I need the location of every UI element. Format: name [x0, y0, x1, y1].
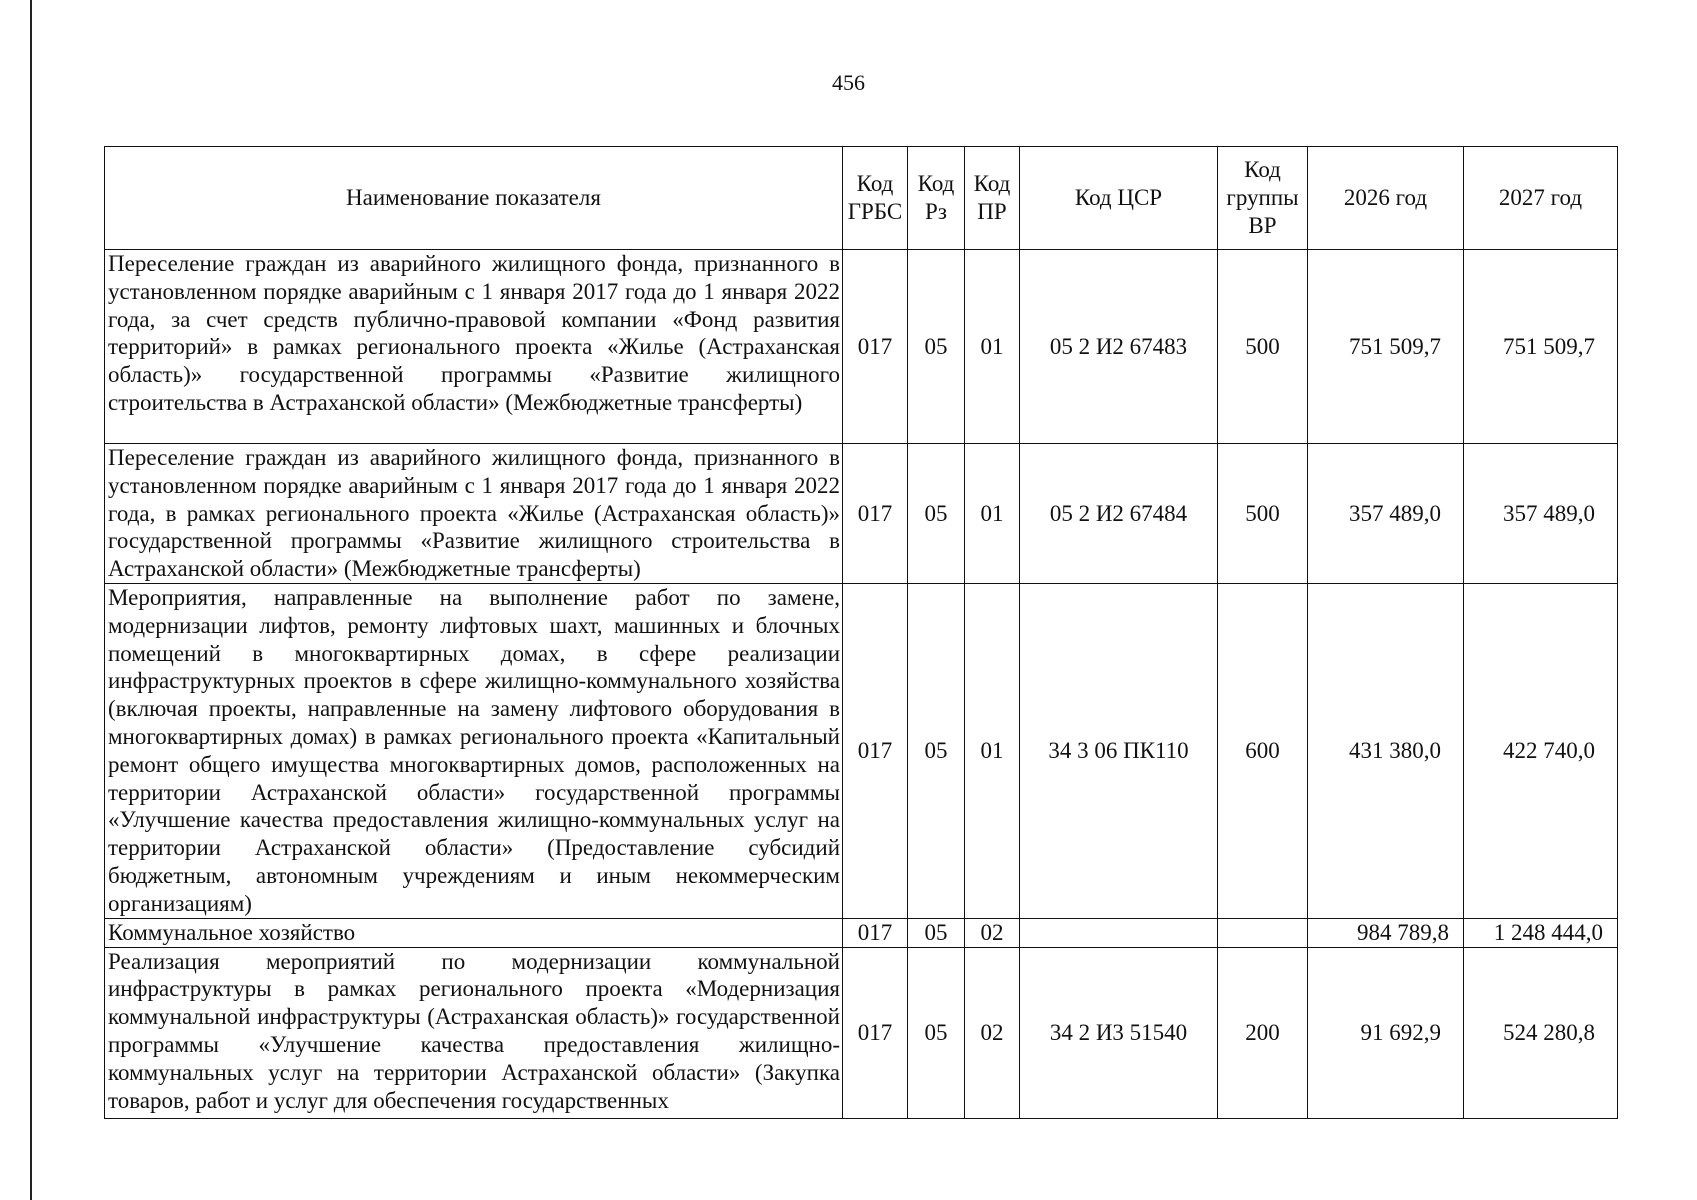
page-binding-line — [30, 0, 32, 1200]
table-row — [105, 444, 1618, 584]
header-2026: 2026 год — [1308, 147, 1464, 250]
cell-rz: 05 — [908, 918, 965, 947]
cell-2027: 524 280,8 — [1464, 947, 1618, 1118]
cell-name: Переселение граждан из аварийного жилищного фонда, признанного в установленном порядке аварийным с 1 января 2017 года до 1 января 2022 года, в рамках регионального проекта «Жилье (Астраханская область)» государственной программы «Развитие жилищного строительства в Астраханской области» (Межбюджетные трансферты) — [105, 444, 843, 584]
cell-name — [105, 947, 843, 1118]
cell-grbs: 017 — [843, 947, 908, 1118]
table-row-section — [105, 918, 1618, 947]
page-number: 456 — [832, 70, 865, 95]
cell-csr — [1020, 918, 1218, 947]
header-grbs: Код ГРБС — [843, 147, 908, 250]
table-row — [105, 947, 1618, 1118]
cell-rz: 05 — [908, 584, 965, 919]
cell-2027: 357 489,0 — [1464, 444, 1618, 584]
cell-vr: 500 — [1218, 444, 1308, 584]
cell-2026: 91 692,9 — [1308, 947, 1464, 1118]
cell-rz: 05 — [908, 250, 965, 444]
header-rz: Код Рз — [908, 147, 965, 250]
cell-rz: 05 — [908, 947, 965, 1118]
table-row — [105, 250, 1618, 444]
cell-2026: 431 380,0 — [1308, 584, 1464, 919]
cell-pr: 01 — [965, 250, 1020, 444]
cell-grbs: 017 — [843, 250, 908, 444]
header-vr: Код группы ВР — [1218, 147, 1308, 250]
cell-2027: 1 248 444,0 — [1464, 918, 1618, 947]
cell-rz: 05 — [908, 444, 965, 584]
cell-name-text: Реализация мероприятий по модернизации коммунальной инфраструктуры в рамках регионального проекта «Модернизация коммунальной инфраструктуры (Астраханская область)» государственной программы «Улучшение качества предоставления жилищно-коммунальных услуг на территории Астраханской области» (Закупка товаров, работ и услуг для обеспечения государственных — [108, 948, 840, 1113]
cell-vr: 500 — [1218, 250, 1308, 444]
table-row — [105, 584, 1618, 919]
cell-csr: 34 2 И3 51540 — [1020, 947, 1218, 1118]
budget-table — [104, 146, 1618, 1119]
cell-2027: 751 509,7 — [1464, 250, 1618, 444]
cell-grbs: 017 — [843, 584, 908, 919]
header-csr: Код ЦСР — [1020, 147, 1218, 250]
cell-pr: 01 — [965, 444, 1020, 584]
cell-name: Коммунальное хозяйство — [105, 918, 843, 947]
cell-2026: 751 509,7 — [1308, 250, 1464, 444]
table-header-row — [105, 147, 1618, 250]
cell-csr: 05 2 И2 67483 — [1020, 250, 1218, 444]
cell-name: Мероприятия, направленные на выполнение работ по замене, модернизации лифтов, ремонту лифтовых шахт, машинных и блочных помещений в многоквартирных домах, в сфере реализации инфраструктурных проектов в сфере жилищно-коммунального хозяйства (включая проекты, направленные на замену лифтового оборудования в многоквартирных домах) в рамках регионального проекта «Капитальный ремонт общего имущества многоквартирных домов, расположенных на территории Астраханской области» государственной программы «Улучшение качества предоставления жилищно-коммунальных услуг на территории Астраханской области» (Предоставление субсидий бюджетным, автономным учреждениям и иным некоммерческим организациям) — [105, 584, 843, 919]
cell-name: Переселение граждан из аварийного жилищного фонда, признанного в установленном порядке аварийным с 1 января 2017 года до 1 января 2022 года, за счет средств публично-правовой компании «Фонд развития территорий» в рамках регионального проекта «Жилье (Астраханская область)» государственной программы «Развитие жилищного строительства в Астраханской области» (Межбюджетные трансферты) — [105, 250, 843, 444]
header-2027: 2027 год — [1464, 147, 1618, 250]
cell-pr: 01 — [965, 584, 1020, 919]
cell-2027: 422 740,0 — [1464, 584, 1618, 919]
cell-pr: 02 — [965, 947, 1020, 1118]
header-name: Наименование показателя — [105, 147, 843, 250]
cell-vr: 600 — [1218, 584, 1308, 919]
cell-grbs: 017 — [843, 918, 908, 947]
header-pr: Код ПР — [965, 147, 1020, 250]
cell-2026: 357 489,0 — [1308, 444, 1464, 584]
cell-grbs: 017 — [843, 444, 908, 584]
cell-vr — [1218, 918, 1308, 947]
cell-2026: 984 789,8 — [1308, 918, 1464, 947]
cell-csr: 34 3 06 ПК110 — [1020, 584, 1218, 919]
cell-vr: 200 — [1218, 947, 1308, 1118]
cell-csr: 05 2 И2 67484 — [1020, 444, 1218, 584]
cell-pr: 02 — [965, 918, 1020, 947]
